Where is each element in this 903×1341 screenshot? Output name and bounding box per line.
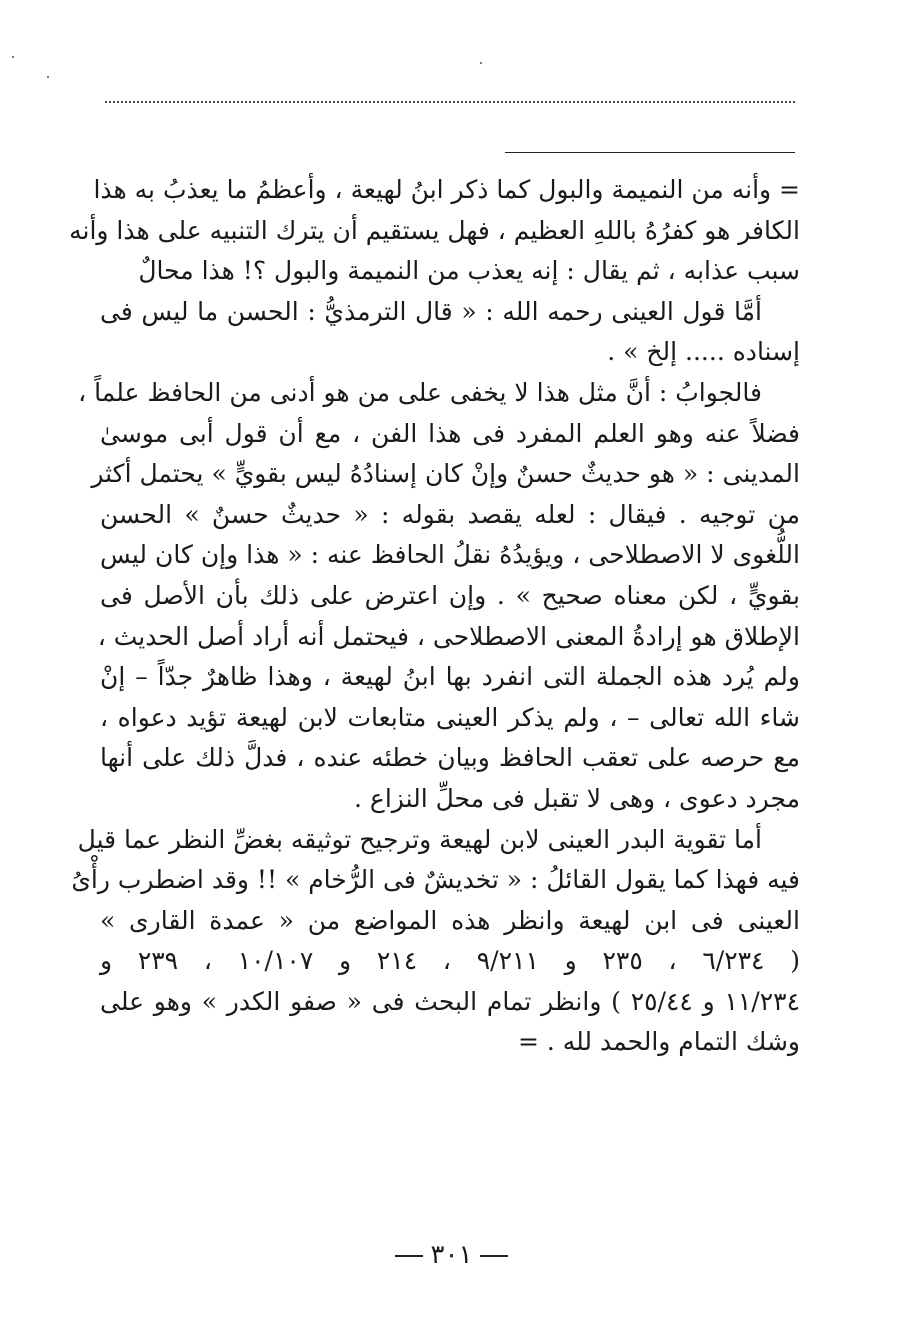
speck <box>47 76 49 78</box>
page-number-dash <box>480 1255 508 1257</box>
text-line: الكافر هو كفرُهُ باللهِ العظيم ، فهل يستقيم أن يترك التنبيه على هذا وأنه <box>69 215 800 245</box>
text-line: شاء الله تعالى – ، ولم يذكر العينى متابعات لابن لهيعة تؤيد دعواه ، <box>100 702 800 732</box>
page-number-dash <box>395 1255 423 1257</box>
paragraph-4 <box>71 820 800 1064</box>
text-line: المدينى : « هو حديثٌ حسنٌ وإنْ كان إسنادُهُ ليس بقويٍّ » يحتمل أكثر <box>91 459 800 489</box>
text-line: مع حرصه على تعقب الحافظ وبيان خطئه عنده ، فدلَّ ذلك على أنها <box>100 743 800 773</box>
paragraph-1 <box>69 170 800 292</box>
text-line: أما تقوية البدر العينى لابن لهيعة وترجيح توثيقه بغضِّ النظر عما قيل <box>77 824 762 854</box>
footnote-separator-rule <box>505 152 795 153</box>
text-line: الإطلاق هو إرادةُ المعنى الاصطلاحى ، فيحتمل أنه أراد أصل الحديث ، <box>97 621 800 651</box>
header-dotted-rule <box>105 101 795 103</box>
paragraph-2 <box>100 292 800 373</box>
text-line: فيه فهذا كما يقول القائلُ : « تخديشٌ فى الرُّخام » !! وقد اضطرب رأْىُ <box>71 865 800 895</box>
text-line: وشك التمام والحمد لله . = <box>517 1027 800 1057</box>
text-line: أمَّا قول العينى رحمه الله : « قال الترمذيُّ : الحسن ما ليس فى <box>100 296 762 326</box>
text-line: = وأنه من النميمة والبول كما ذكر ابنُ لهيعة ، وأعظمُ ما يعذبُ به هذا <box>93 175 800 204</box>
text-line: من توجيه . فيقال : لعله يقصد بقوله : « حديثٌ حسنٌ » الحسن <box>100 499 800 529</box>
text-line: فضلاً عنه وهو العلم المفرد فى هذا الفن ، مع أن قول أبى موسىٰ <box>100 418 800 448</box>
page-number-value: ٣٠١ <box>430 1240 473 1270</box>
paragraph-3 <box>78 373 800 820</box>
speck <box>12 56 14 58</box>
text-line: فالجوابُ : أنَّ مثل هذا لا يخفى على من هو أدنى من الحافظ علماً ، <box>78 377 762 407</box>
text-line: اللُّغوى لا الاصطلاحى ، ويؤيدُهُ نقلُ الحافظ عنه : « هذا وإن كان ليس <box>100 540 800 570</box>
body-text <box>69 170 800 1063</box>
text-line: سبب عذابه ، ثم يقال : إنه يعذب من النميمة والبول ؟! هذا محالٌ <box>138 256 800 286</box>
text-line: بقويٍّ ، لكن معناه صحيح » . وإن اعترض على ذلك بأن الأصل فى <box>100 580 800 610</box>
speck <box>480 62 482 64</box>
text-line: ولم يُرد هذه الجملة التى انفرد بها ابنُ لهيعة ، وهذا ظاهرٌ جدّاً – إنْ <box>100 662 800 692</box>
text-line: ( ٦/٢٣٤ ، ٢٣٥ و ٩/٢١١ ، ٢١٤ و ١٠/١٠٧ ، ٢٣٩ و <box>100 946 800 976</box>
page-number <box>0 1240 903 1270</box>
text-line: العينى فى ابن لهيعة وانظر هذه المواضع من « عمدة القارى » <box>100 905 800 935</box>
text-line: إسناده ..... إلخ » . <box>607 337 800 367</box>
text-line: ١١/٢٣٤ و ٢٥/٤٤ ) وانظر تمام البحث فى « صفو الكدر » وهو على <box>100 986 800 1016</box>
text-line: مجرد دعوى ، وهى لا تقبل فى محلِّ النزاع . <box>354 783 800 813</box>
